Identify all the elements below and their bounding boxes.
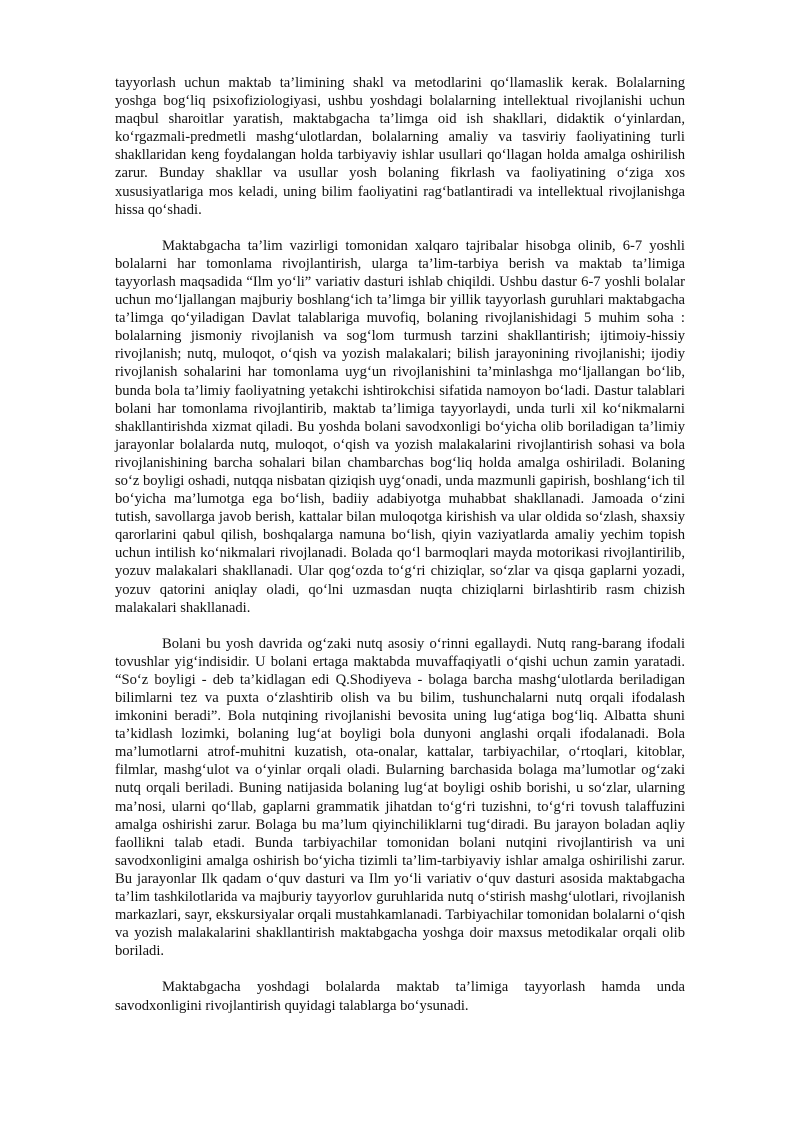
paragraph-1: tayyorlash uchun maktab ta’limining shakl va metodlarini qo‘llamaslik kerak. Bolalarning yoshga bog‘liq psixofiziologiyasi, ushbu yoshdagi bolalarning intellektual rivojlanishi uchun maqbul sharoitlar yaratish, maktabgacha ta’limga oid ish shakllari, didaktik o‘yinlardan, ko‘rgazmali-predmetli mashg‘ulotlardan, bolalarning amaliy va tasviriy faoliyatining turli shakllaridan keng foydalangan holda tarbiyaviy ishlar usullari qo‘llagan holda amalga oshirilish zarur. Bunday shakllar va usullar yosh bolaning fikrlash va faoliyatining o‘ziga xos xususiyatlariga mos keladi, uning bilim faoliyatini rag‘batlantiradi va intellektual rivojlanishga hissa qo‘shadi. xyxy=(115,75,685,218)
paragraph-4: Maktabgacha yoshdagi bolalarda maktab ta’limiga tayyorlash hamda unda savodxonligini rivojlantirish quyidagi talablarga bo‘ysunadi. xyxy=(115,979,685,1014)
document-page xyxy=(115,74,685,1033)
paragraph-3: Bolani bu yosh davrida og‘zaki nutq asosiy o‘rinni egallaydi. Nutq rang-barang ifodali tovushlar yig‘indisidir. U bolani ertaga maktabda muvaffaqiyatli o‘qishi uchun zamin yaratadi. “So‘z boyligi - deb ta’kidlagan edi Q.Shodiyeva - bolaga barcha mashg‘ulotlarda beriladigan bilimlarni tez va puxta o‘zlashtirib olish va bu bilim, tushunchalarni nutq orqali ifodalash imkonini beradi”. Bola nutqining rivojlanishi bevosita uning lug‘atiga bog‘liq. Albatta shuni ta’kidlash lozimki, bolaning lug‘at boyligi bola dunyoni anglashi orqali ifodalanadi. Bola ma’lumotlarni atrof-muhitni kuzatish, ota-onalar, kattalar, tarbiyachilar, o‘rtoqlari, kitoblar, filmlar, mashg‘ulot va o‘yinlar orqali oladi. Bularning barchasida bolaga ma’lumotlar og‘zaki nutq orqali beriladi. Buning natijasida bolaning lug‘at boyligi oshib borishi, u so‘zlar, ularning ma’nosi, ularni qo‘llab, gaplarni grammatik jihatdan to‘g‘ri tuzishni, to‘g‘ri tovush talaffuzini amalga oshirishi zarur. Bolaga bu ma’lum qiyinchiliklarni tug‘diradi. Bu jarayon boladan aqliy faollikni talab etadi. Bunda tarbiyachilar tomonidan bolani nutqini rivojlantirish va uni savodxonligini amalga oshirish bo‘yicha tizimli ta’lim-tarbiyaviy ishlar amalga oshirilishi zarur. Bu jarayonlar Ilk qadam o‘quv dasturi va Ilm yo‘li variativ o‘quv dasturi asosida maktabgacha ta’lim tashkilotlarida va majburiy tayyorlov guruhlarida nutq o‘stirish mashg‘ulotlari, rivojlanish markazlari, sayr, ekskursiyalar orqali mustahkamlanadi. Tarbiyachilar tomonidan bolalarni o‘qish va yozish malakalarini shakllantirish maktabgacha yoshga doir maxsus metodikalar orqali olib boriladi. xyxy=(115,635,685,960)
paragraph-2: Maktabgacha ta’lim vazirligi tomonidan xalqaro tajribalar hisobga olinib, 6-7 yoshli bolalarni har tomonlama rivojlantirish, ularga ta’lim-tarbiya berish va maktab ta’limiga tayyorlash maqsadida “Ilm yo‘li” variativ dasturi ishlab chiqildi. Ushbu dastur 6-7 yoshli bolalar uchun mo‘ljallangan majburiy boshlang‘ich ta’limga bir yillik tayyorlash guruhlari maktabgacha ta’limga qo‘yiladigan Davlat talablariga muvofiq, bolaning rivojlanishidagi 5 muhim soha : bolalarning jismoniy rivojlanish va sog‘lom turmush tarzini shakllantirish; ijtimoiy-hissiy rivojlanish; nutq, muloqot, o‘qish va yozish malakalari; bilish jarayonining rivojlanishi; ijodiy rivojlanish sohalarini har tomonlama uyg‘un rivojlanishini ta’minlashga mo‘ljallangan bo‘lib, bunda bola ta’limiy faoliyatning yetakchi ishtirokchisi sifatida namoyon bo‘ladi. Dastur talablari bolani har tomonlama rivojlantirib, maktab ta’limiga tayyorlaydi, unda turli xil ko‘nikmalarni shakllantirishda xizmat qiladi. Bu yoshda bolani savodxonligi bo‘yicha olib boriladigan ta’limiy jarayonlar bolalarda nutq, muloqot, o‘qish va yozish malakalarini rivojlantirish sohasi va bola rivojlanishining barcha sohalari bilan chambarchas bog‘liq holda amalga oshiriladi. Bolaning so‘z boyligi oshadi, nutqqa nisbatan qiziqish uyg‘onadi, unda mazmunli gapirish, boshlang‘ich til bo‘yicha ma’lumotga ega bo‘lish, badiiy adabiyotga muhabbat shakllanadi. Jamoada o‘zini tutish, savollarga javob berish, kattalar bilan muloqotga kirishish va ular oldida so‘zlash, shaxsiy qarorlarini qabul qilish, boshqalarga namuna bo‘lish, qiyin vaziyatlarda amaliy yechim topish uchun intilish ko‘nikmalari rivojlanadi. Bolada qo‘l barmoqlari mayda motorikasi rivojlantirilib, yozuv malakalari shakllanadi. Ular qog‘ozda to‘g‘ri chiziqlar, so‘zlar va qisqa gaplarni yozadi, yozuv qatorini aniqlay oladi, qo‘lni uzmasdan nuqta chiziqlarni birlashtirib rasm chizish malakalari shakllanadi. xyxy=(115,237,685,616)
